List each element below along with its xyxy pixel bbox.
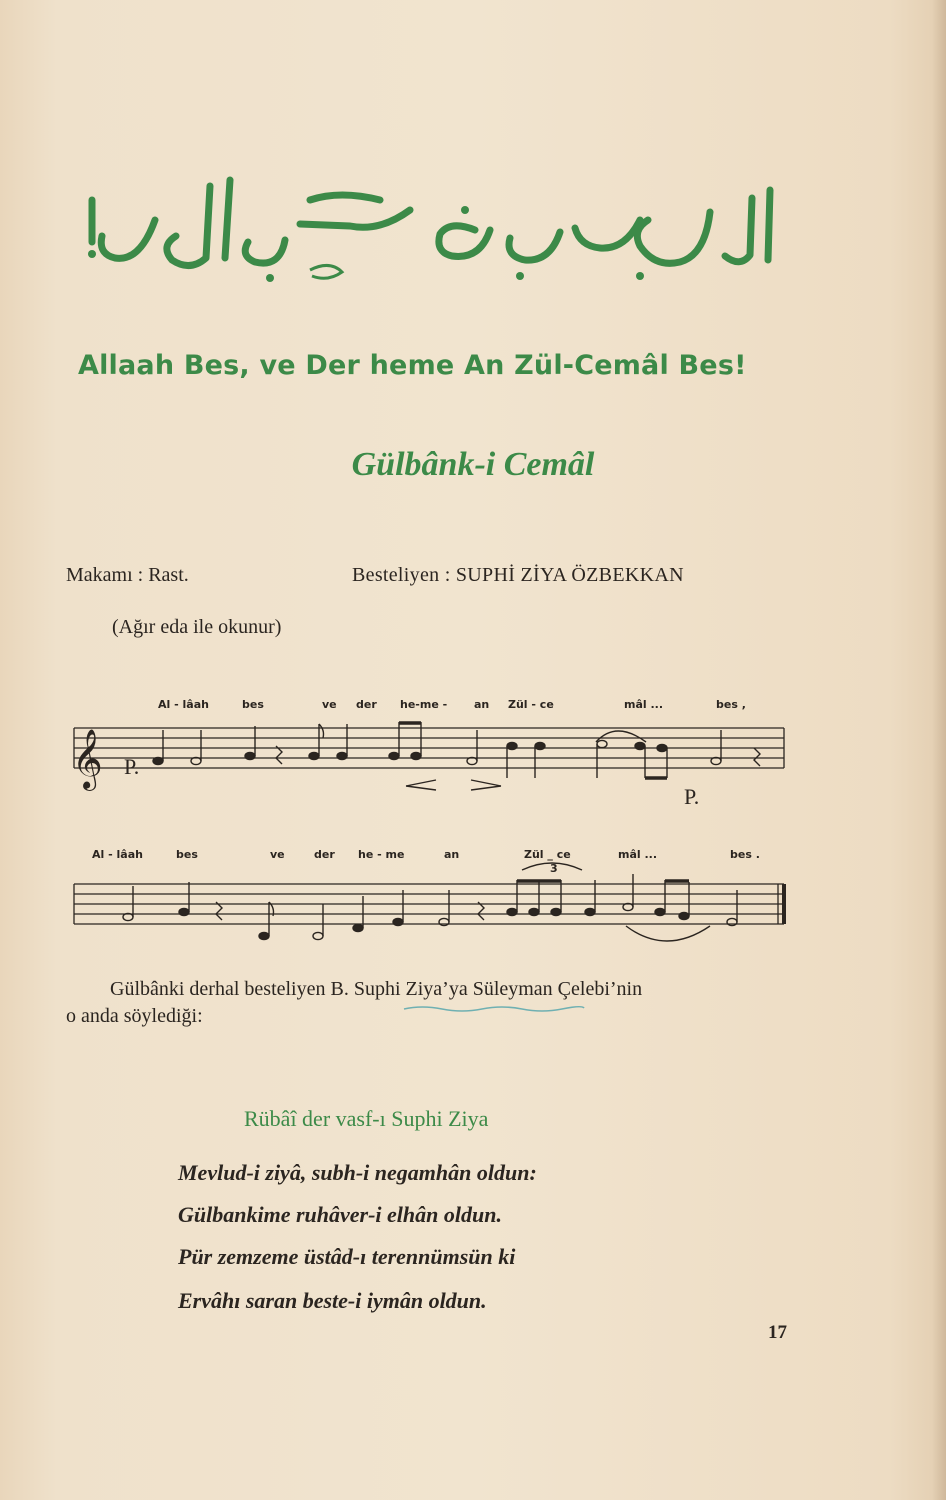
- makam-label: Makamı : Rast.: [66, 564, 189, 586]
- verse-line-1: Mevlud-i ziyâ, subh-i negamhân oldun:: [178, 1160, 537, 1185]
- lyric-s1-3: ve: [322, 698, 337, 711]
- lyric-s2-5: he - me: [358, 848, 405, 861]
- lyric-s1-6: an: [474, 698, 490, 711]
- lyric-s1-2: bes: [242, 698, 264, 711]
- lyric-s1-8: mâl ...: [624, 698, 664, 711]
- rubai-title: Rübâî der vasf-ı Suphi Ziya: [244, 1106, 489, 1131]
- pencil-underline: [402, 1003, 586, 1015]
- music-score: [66, 690, 796, 960]
- page-number: 17: [768, 1322, 787, 1343]
- arabic-calligraphy-heading: [80, 150, 780, 300]
- lyric-s2-2: bes: [176, 848, 198, 861]
- notes-system2: [123, 863, 737, 941]
- lyric-s2-3: ve: [270, 848, 285, 861]
- lyric-s2-1: Al - lâah: [92, 848, 143, 861]
- paragraph-line-1: Gülbânki derhal besteliyen B. Suphi Ziya’ya Süleyman Çelebi’nin: [110, 978, 643, 1000]
- heading-latin: Allaah Bes, ve Der heme An Zül-Cemâl Bes!: [78, 350, 747, 381]
- lyric-s1-9: bes ,: [716, 698, 746, 711]
- tempo-indication: (Ağır eda ile okunur): [112, 616, 282, 638]
- composer-label: Besteliyen : SUPHİ ZİYA ÖZBEKKAN: [352, 564, 684, 586]
- lyric-s1-4: der: [356, 698, 377, 711]
- page-edge-shadow: [932, 0, 946, 1500]
- page-title: Gülbânk-i Cemâl: [351, 446, 595, 483]
- system2-lyrics: [92, 848, 760, 861]
- verse-line-4: Ervâhı saran beste-i iymân oldun.: [178, 1288, 487, 1313]
- lyric-s2-9: bes .: [730, 848, 760, 861]
- lyric-s1-7: Zül - ce: [508, 698, 554, 711]
- treble-clef-icon: 𝄞: [72, 729, 103, 789]
- dynamic-p-1: P.: [124, 754, 140, 779]
- lyric-s2-4: der: [314, 848, 335, 861]
- notes-system1: [153, 722, 760, 790]
- triplet-mark: 3: [550, 862, 558, 875]
- system1-lyrics: [158, 698, 746, 711]
- verse-line-3: Pür zemzeme üstâd-ı terennümsün ki: [178, 1244, 516, 1269]
- lyric-s2-6: an: [444, 848, 460, 861]
- lyric-s1-5: he-me -: [400, 698, 448, 711]
- lyric-s1-1: Al - lâah: [158, 698, 209, 711]
- paragraph-line-2: o anda söylediği:: [66, 1005, 203, 1027]
- staff-1: [74, 728, 784, 768]
- staff-2: [74, 884, 784, 924]
- dynamic-p-2: P.: [684, 784, 700, 809]
- verse-line-2: Gülbankime ruhâver-i elhân oldun.: [178, 1202, 502, 1227]
- lyric-s2-7: Zül _ ce: [524, 848, 571, 861]
- lyric-s2-8: mâl ...: [618, 848, 658, 861]
